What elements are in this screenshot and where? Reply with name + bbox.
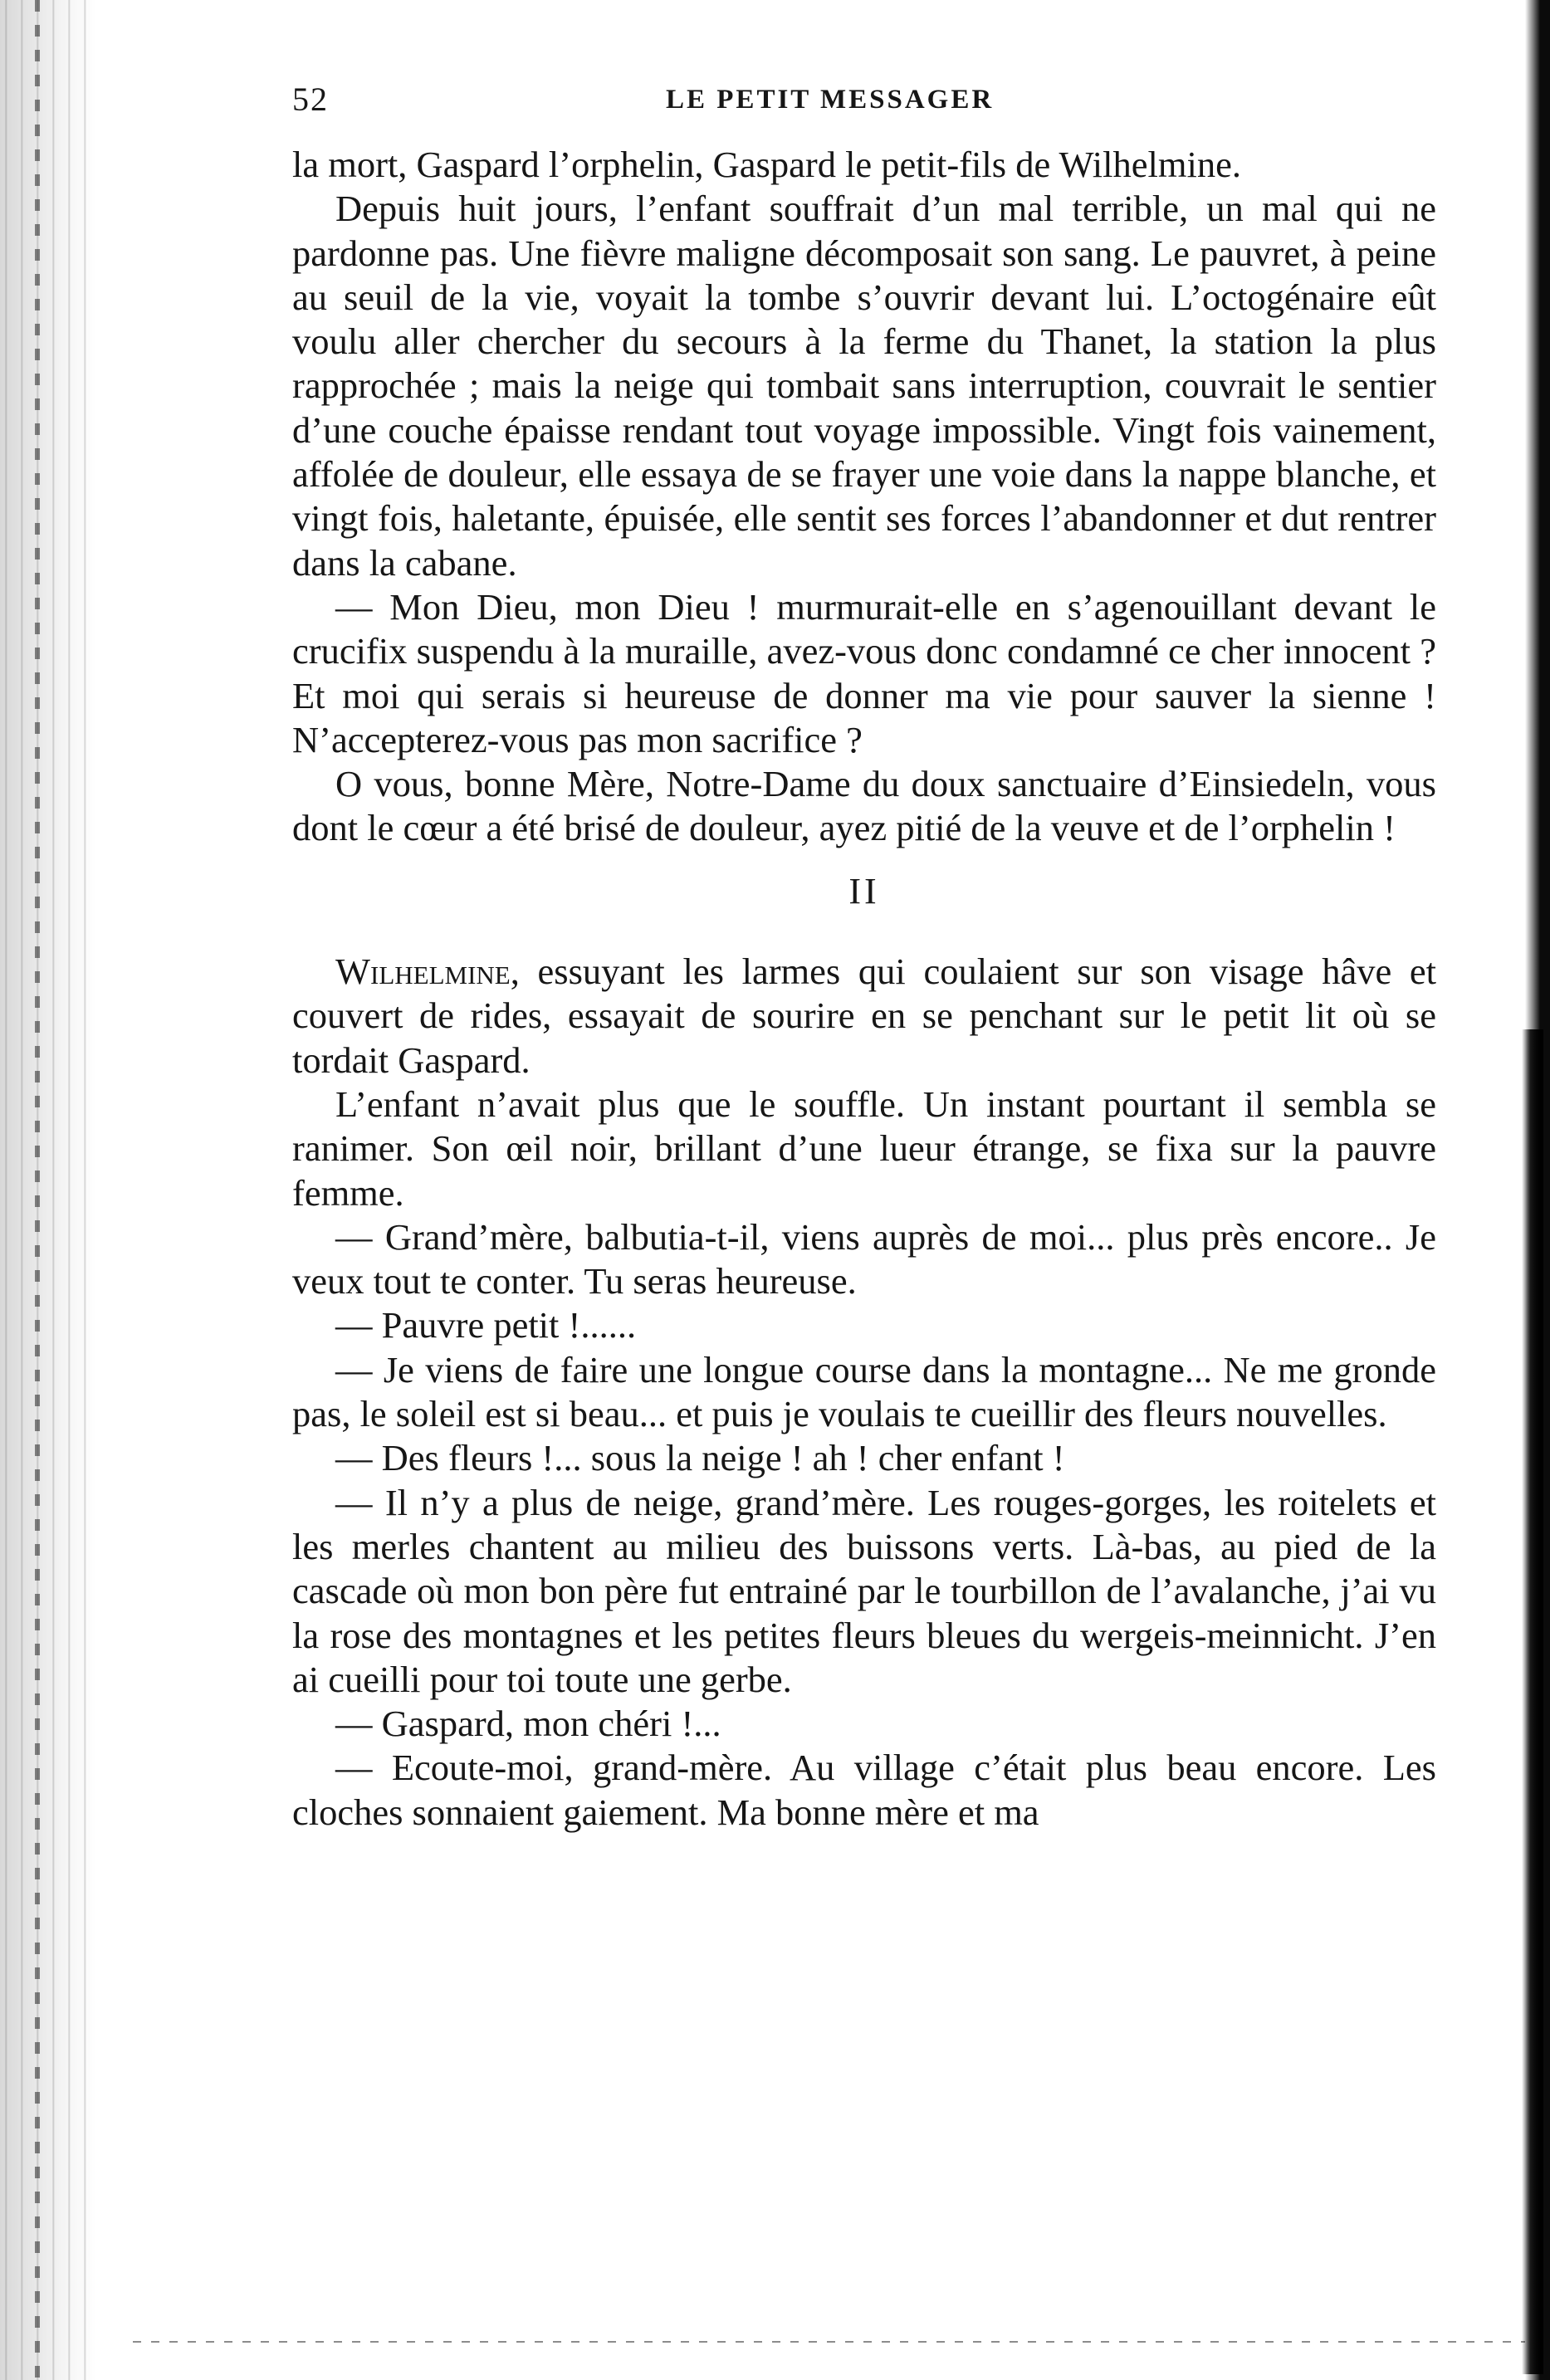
paragraph-invocation: O vous, bonne Mère, Notre-Dame du doux sanctuaire d’Einsiedeln, vous dont le cœur a été brisé de douleur, ayez pitié de la veuve et de l’orphelin ! bbox=[292, 763, 1436, 849]
paragraph-prayer: — Mon Dieu, mon Dieu ! murmurait-elle en s’agenouillant devant le crucifix suspendu à la muraille, avez-vous donc condamné ce cher innocent ? Et moi qui serais si heureuse de donner ma vie pour sauver la sienne ! N’accepterez-vous pas mon sacrifice ? bbox=[292, 585, 1436, 760]
page-number: 52 bbox=[292, 81, 329, 118]
running-head bbox=[292, 80, 1436, 138]
dialogue-line: — Des fleurs !... sous la neige ! ah ! cher enfant ! bbox=[335, 1437, 1065, 1479]
dialogue-line: — Il n’y a plus de neige, grand’mère. Les rouges-gorges, les roitelets et les merles chantent au milieu des buissons verts. Là-bas, au pied de la cascade où mon bon père fut entrainé par le tourbillon de l’avalanche, j’ai vu la rose des montagnes et les petites fleurs bleues du wergeis-meinnicht. J’en ai cueilli pour toi toute une gerbe. bbox=[292, 1481, 1436, 1700]
book-page bbox=[292, 80, 1436, 1835]
dialogue-line: — Grand’mère, balbutia-t-il, viens auprès de moi... plus près encore.. Je veux tout te conter. Tu seras heureuse. bbox=[292, 1215, 1436, 1302]
page-edge-shadow bbox=[1525, 0, 1550, 2380]
dialogue-line: — Gaspard, mon chéri !... bbox=[335, 1703, 721, 1745]
opening-rest: , essuyant les larmes qui coulaient sur son visage hâve et couvert de rides, essayait de sourire en se penchant sur le petit lit où se tordait Gaspard. bbox=[292, 951, 1436, 1081]
dialogue-line: — Pauvre petit !...... bbox=[335, 1304, 637, 1346]
running-title: LE PETIT MESSAGER bbox=[666, 85, 995, 115]
dialogue-line: — Ecoute-moi, grand-mère. Au village c’était plus beau encore. Les cloches sonnaient gaiement. Ma bonne mère et ma bbox=[292, 1747, 1436, 1833]
opening-word: Wilhelmine bbox=[335, 951, 511, 993]
paragraph-chapter-opening bbox=[292, 950, 1436, 1082]
paragraph-continuation: la mort, Gaspard l’orphelin, Gaspard le petit-fils de Wilhelmine. bbox=[292, 144, 1241, 185]
chapter-numeral: II bbox=[848, 870, 880, 911]
dialogue-line: — Je viens de faire une longue course dans la montagne... Ne me gronde pas, le soleil est si beau... et puis je voulais te cueillir des fleurs nouvelles. bbox=[292, 1348, 1436, 1435]
book-binding-shadow bbox=[0, 0, 100, 2380]
paragraph-fever: Depuis huit jours, l’enfant souffrait d’un mal terrible, un mal qui ne pardonne pas. Une fièvre maligne décomposait son sang. Le pauvret, à peine au seuil de la vie, voyait la tombe s’ouvrir devant lui. L’octogénaire eût voulu aller chercher du secours à la ferme du Thanet, la station la plus rapprochée ; mais la neige qui tombait sans interruption, couvrait le sentier d’une couche épaisse rendant tout voyage impossible. Vingt fois vainement, affolée de douleur, elle essaya de se frayer une voie dans la nappe blanche, et vingt fois, haletante, épuisée, elle sentit ses forces l’abandonner et dut rentrer dans la cabane. bbox=[292, 188, 1436, 584]
paragraph-breath: L’enfant n’avait plus que le souffle. Un instant pourtant il sembla se ranimer. Son œil noir, brillant d’une lueur étrange, se fixa sur la pauvre femme. bbox=[292, 1082, 1436, 1214]
bottom-scan-rule bbox=[133, 2341, 1525, 2343]
